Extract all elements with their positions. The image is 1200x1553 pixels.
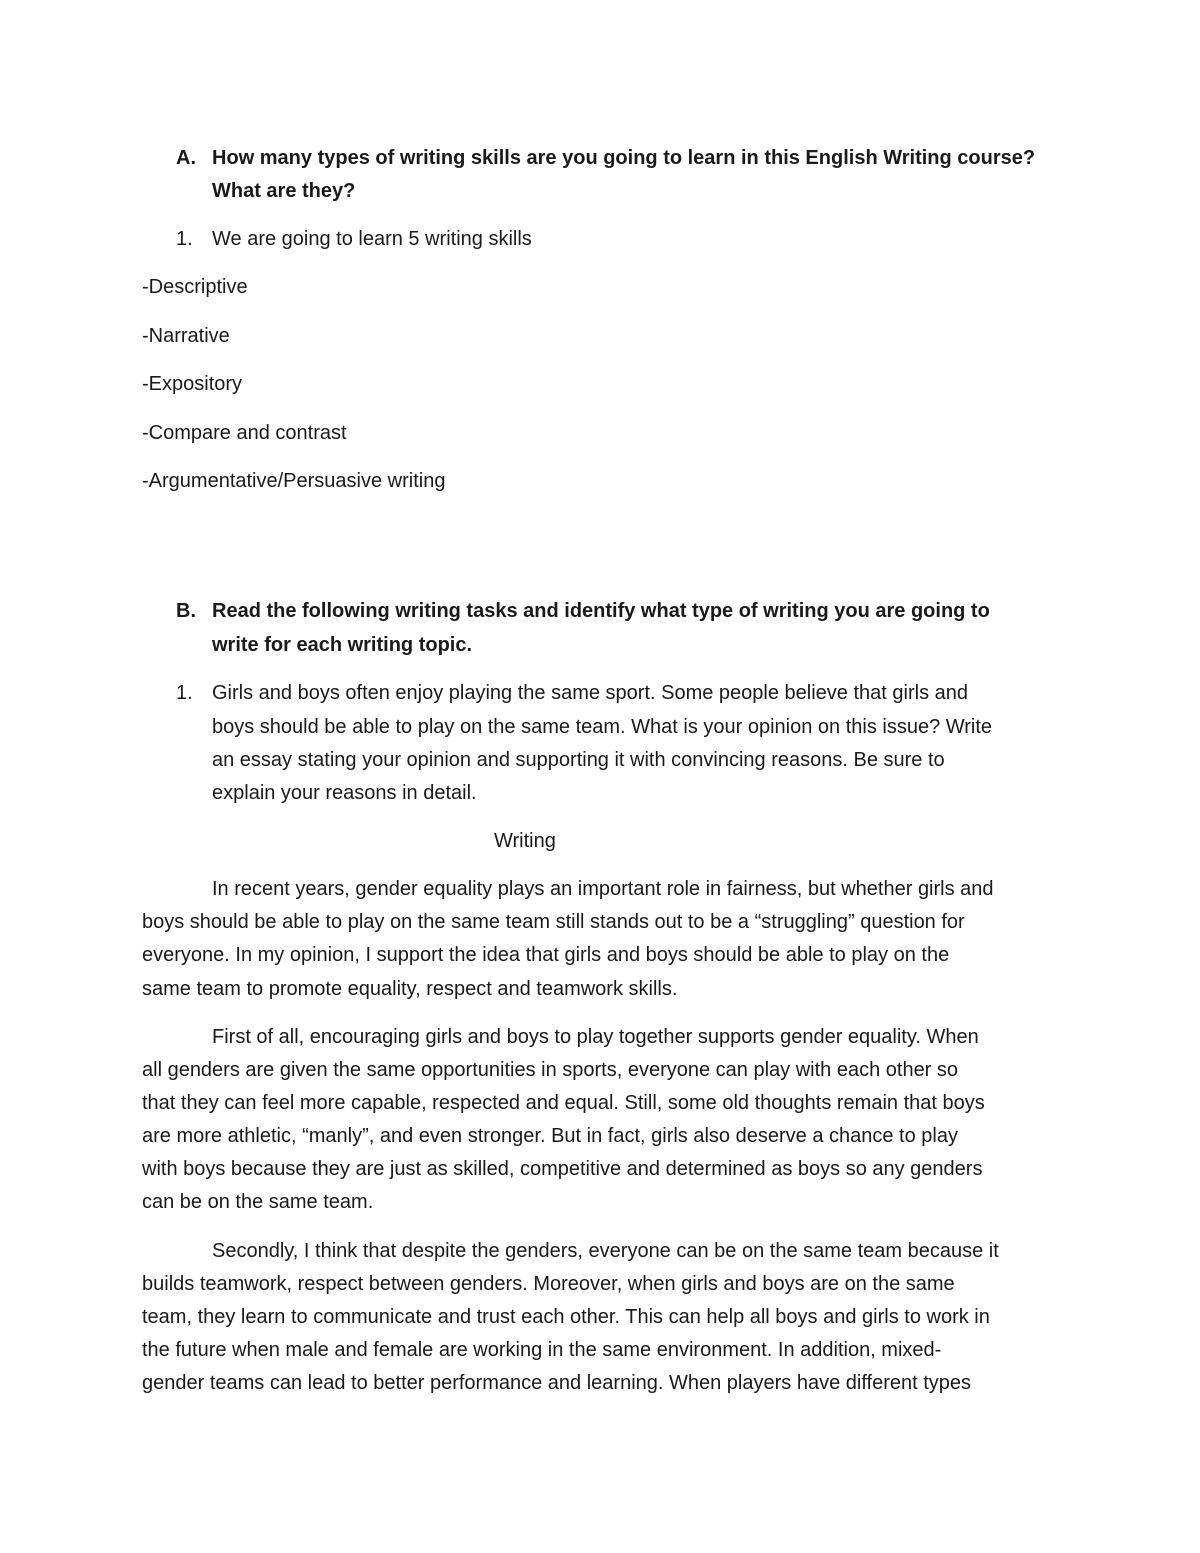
essay-paragraph-line: with boys because they are just as skilled, competitive and determined as boys so any genders — [142, 1158, 983, 1180]
essay-heading: Writing — [494, 830, 556, 852]
essay-paragraph-line: the future when male and female are working in the same environment. In addition, mixed- — [142, 1339, 942, 1361]
essay-paragraph-line: gender teams can lead to better performance and learning. When players have different types — [142, 1372, 972, 1394]
essay-paragraph-line: team, they learn to communicate and trust each other. This can help all boys and girls to work in — [142, 1306, 990, 1328]
task-line: boys should be able to play on the same team. What is your opinion on this issue? Write — [212, 716, 993, 738]
task-line: explain your reasons in detail. — [212, 782, 477, 804]
section-a-question-line: How many types of writing skills are you going to learn in this English Writing course? — [212, 147, 1036, 169]
task-line: an essay stating your opinion and supporting it with convincing reasons. Be sure to — [212, 749, 945, 771]
essay-paragraph-line: that they can feel more capable, respected and equal. Still, some old thoughts remain that boys — [142, 1092, 985, 1114]
section-b-question-line: Read the following writing tasks and identify what type of writing you are going to — [212, 600, 990, 622]
essay-paragraph-line: everyone. In my opinion, I support the idea that girls and boys should be able to play on the — [142, 944, 950, 966]
task-line: Girls and boys often enjoy playing the same sport. Some people believe that girls and — [212, 682, 968, 704]
essay-paragraph-line: can be on the same team. — [142, 1191, 374, 1213]
section-a-marker: A. — [176, 147, 196, 169]
essay-paragraph-line: Secondly, I think that despite the genders, everyone can be on the same team because it — [212, 1240, 999, 1262]
answer-marker: 1. — [176, 228, 193, 250]
section-b-question-line: write for each writing topic. — [212, 634, 473, 656]
skill-item: -Compare and contrast — [142, 422, 347, 444]
essay-paragraph-line: builds teamwork, respect between genders. Moreover, when girls and boys are on the same — [142, 1273, 955, 1295]
essay-paragraph-line: In recent years, gender equality plays an important role in fairness, but whether girls and — [212, 878, 994, 900]
task-marker: 1. — [176, 682, 193, 704]
section-b-marker: B. — [176, 600, 196, 622]
essay-paragraph-line: same team to promote equality, respect and teamwork skills. — [142, 978, 678, 1000]
skill-item: -Expository — [142, 373, 243, 395]
essay-paragraph-line: boys should be able to play on the same team still stands out to be a “struggling” question for — [142, 911, 965, 933]
skill-item: -Narrative — [142, 325, 230, 347]
essay-paragraph-line: First of all, encouraging girls and boys to play together supports gender equality. When — [212, 1026, 979, 1048]
skill-item: -Argumentative/Persuasive writing — [142, 470, 446, 492]
answer-text: We are going to learn 5 writing skills — [212, 228, 532, 250]
essay-paragraph-line: are more athletic, “manly”, and even stronger. But in fact, girls also deserve a chance to play — [142, 1125, 958, 1147]
section-a-question-line: What are they? — [212, 180, 356, 202]
essay-paragraph-line: all genders are given the same opportunities in sports, everyone can play with each other so — [142, 1059, 959, 1081]
skill-item: -Descriptive — [142, 276, 248, 298]
